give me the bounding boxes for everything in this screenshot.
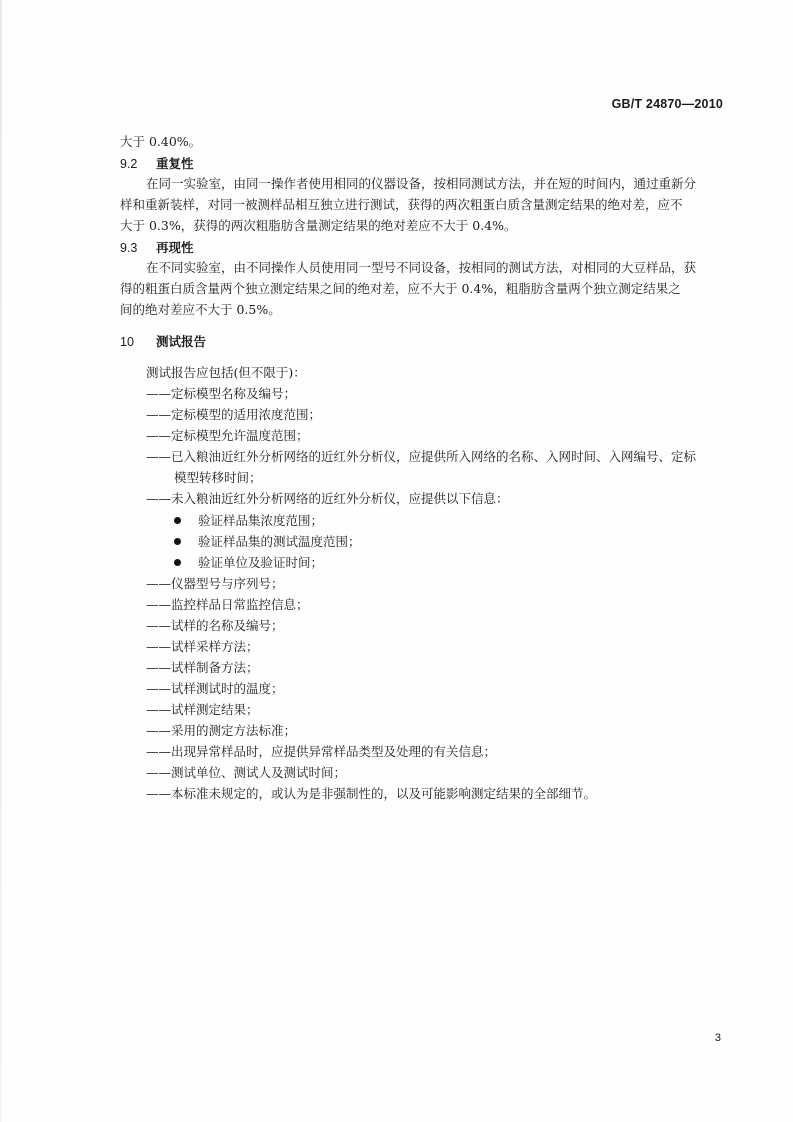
bullet-item	[174, 510, 323, 531]
report-item: ——定标模型允许温度范围；	[146, 428, 309, 443]
bullet-text: 验证样品集浓度范围；	[198, 513, 324, 528]
report-item: ——试样的名称及编号；	[146, 618, 284, 633]
report-item: ——试样采样方法；	[146, 639, 259, 654]
bullet-icon	[174, 559, 181, 566]
section-title: 重复性	[156, 157, 194, 171]
section-title: 测试报告	[156, 335, 207, 349]
report-item: ——试样测试时的温度；	[146, 681, 284, 696]
report-item: ——出现异常样品时，应提供异常样品类型及处理的有关信息；	[146, 744, 497, 759]
report-item: ——采用的测定方法标准；	[146, 723, 297, 738]
report-item: ——试样测定结果；	[146, 702, 259, 717]
section-10-heading	[120, 332, 206, 350]
paragraph-line: 大于 0.3%，获得的两次粗脂肪含量测定结果的绝对差应不大于 0.4%。	[120, 218, 517, 233]
continuation-text: 大于 0.40%。	[120, 134, 202, 149]
bullet-icon	[174, 538, 181, 545]
standard-code: GB/T 24870—2010	[611, 97, 723, 111]
report-item: ——监控样品日常监控信息；	[146, 597, 309, 612]
paragraph-line: 间的绝对差应不大于 0.5%。	[120, 302, 281, 317]
report-item: ——定标模型名称及编号；	[146, 386, 297, 401]
section-number: 9.2	[120, 157, 138, 171]
report-item: ——未入粮油近红外分析网络的近红外分析仪，应提供以下信息：	[146, 491, 509, 506]
report-item: ——定标模型的适用浓度范围；	[146, 407, 322, 422]
bullet-item	[174, 531, 361, 552]
section-number: 9.3	[120, 241, 138, 255]
bullet-item	[174, 552, 323, 573]
paragraph-line: 在不同实验室，由不同操作人员使用同一型号不同设备，按相同的测试方法，对相同的大豆样品，获	[146, 260, 697, 275]
section-title: 再现性	[156, 241, 194, 255]
report-item: ——已入粮油近红外分析网络的近红外分析仪，应提供所入网络的名称、入网时间、入网编号、定标	[146, 449, 697, 464]
bullet-text: 验证单位及验证时间；	[198, 555, 324, 570]
section-9-2-heading	[120, 154, 194, 172]
report-item: ——试样制备方法；	[146, 660, 259, 675]
section-number: 10	[120, 335, 134, 349]
bullet-text: 验证样品集的测试温度范围；	[198, 534, 361, 549]
section-9-3-heading	[120, 238, 194, 256]
paragraph-line: 在同一实验室，由同一操作者使用相同的仪器设备，按相同测试方法，并在短的时间内，通过重新分	[146, 176, 697, 191]
report-intro: 测试报告应包括(但不限于)：	[146, 365, 306, 380]
report-item-continuation: 模型转移时间；	[174, 470, 262, 485]
page-left-edge	[0, 0, 2, 1122]
report-item: ——本标准未规定的，或认为是非强制性的，以及可能影响测定结果的全部细节。	[146, 786, 597, 801]
bullet-icon	[174, 517, 181, 524]
paragraph-line: 样和重新装样，对同一被测样品相互独立进行测试，获得的两次粗蛋白质含量测定结果的绝对差，应不	[120, 197, 683, 212]
page-number: 3	[714, 1032, 721, 1044]
paragraph-line: 得的粗蛋白质含量两个独立测定结果之间的绝对差，应不大于 0.4%，粗脂肪含量两个独立测定结果之	[120, 281, 681, 296]
report-item: ——测试单位、测试人及测试时间；	[146, 765, 347, 780]
report-item: ——仪器型号与序列号；	[146, 576, 284, 591]
